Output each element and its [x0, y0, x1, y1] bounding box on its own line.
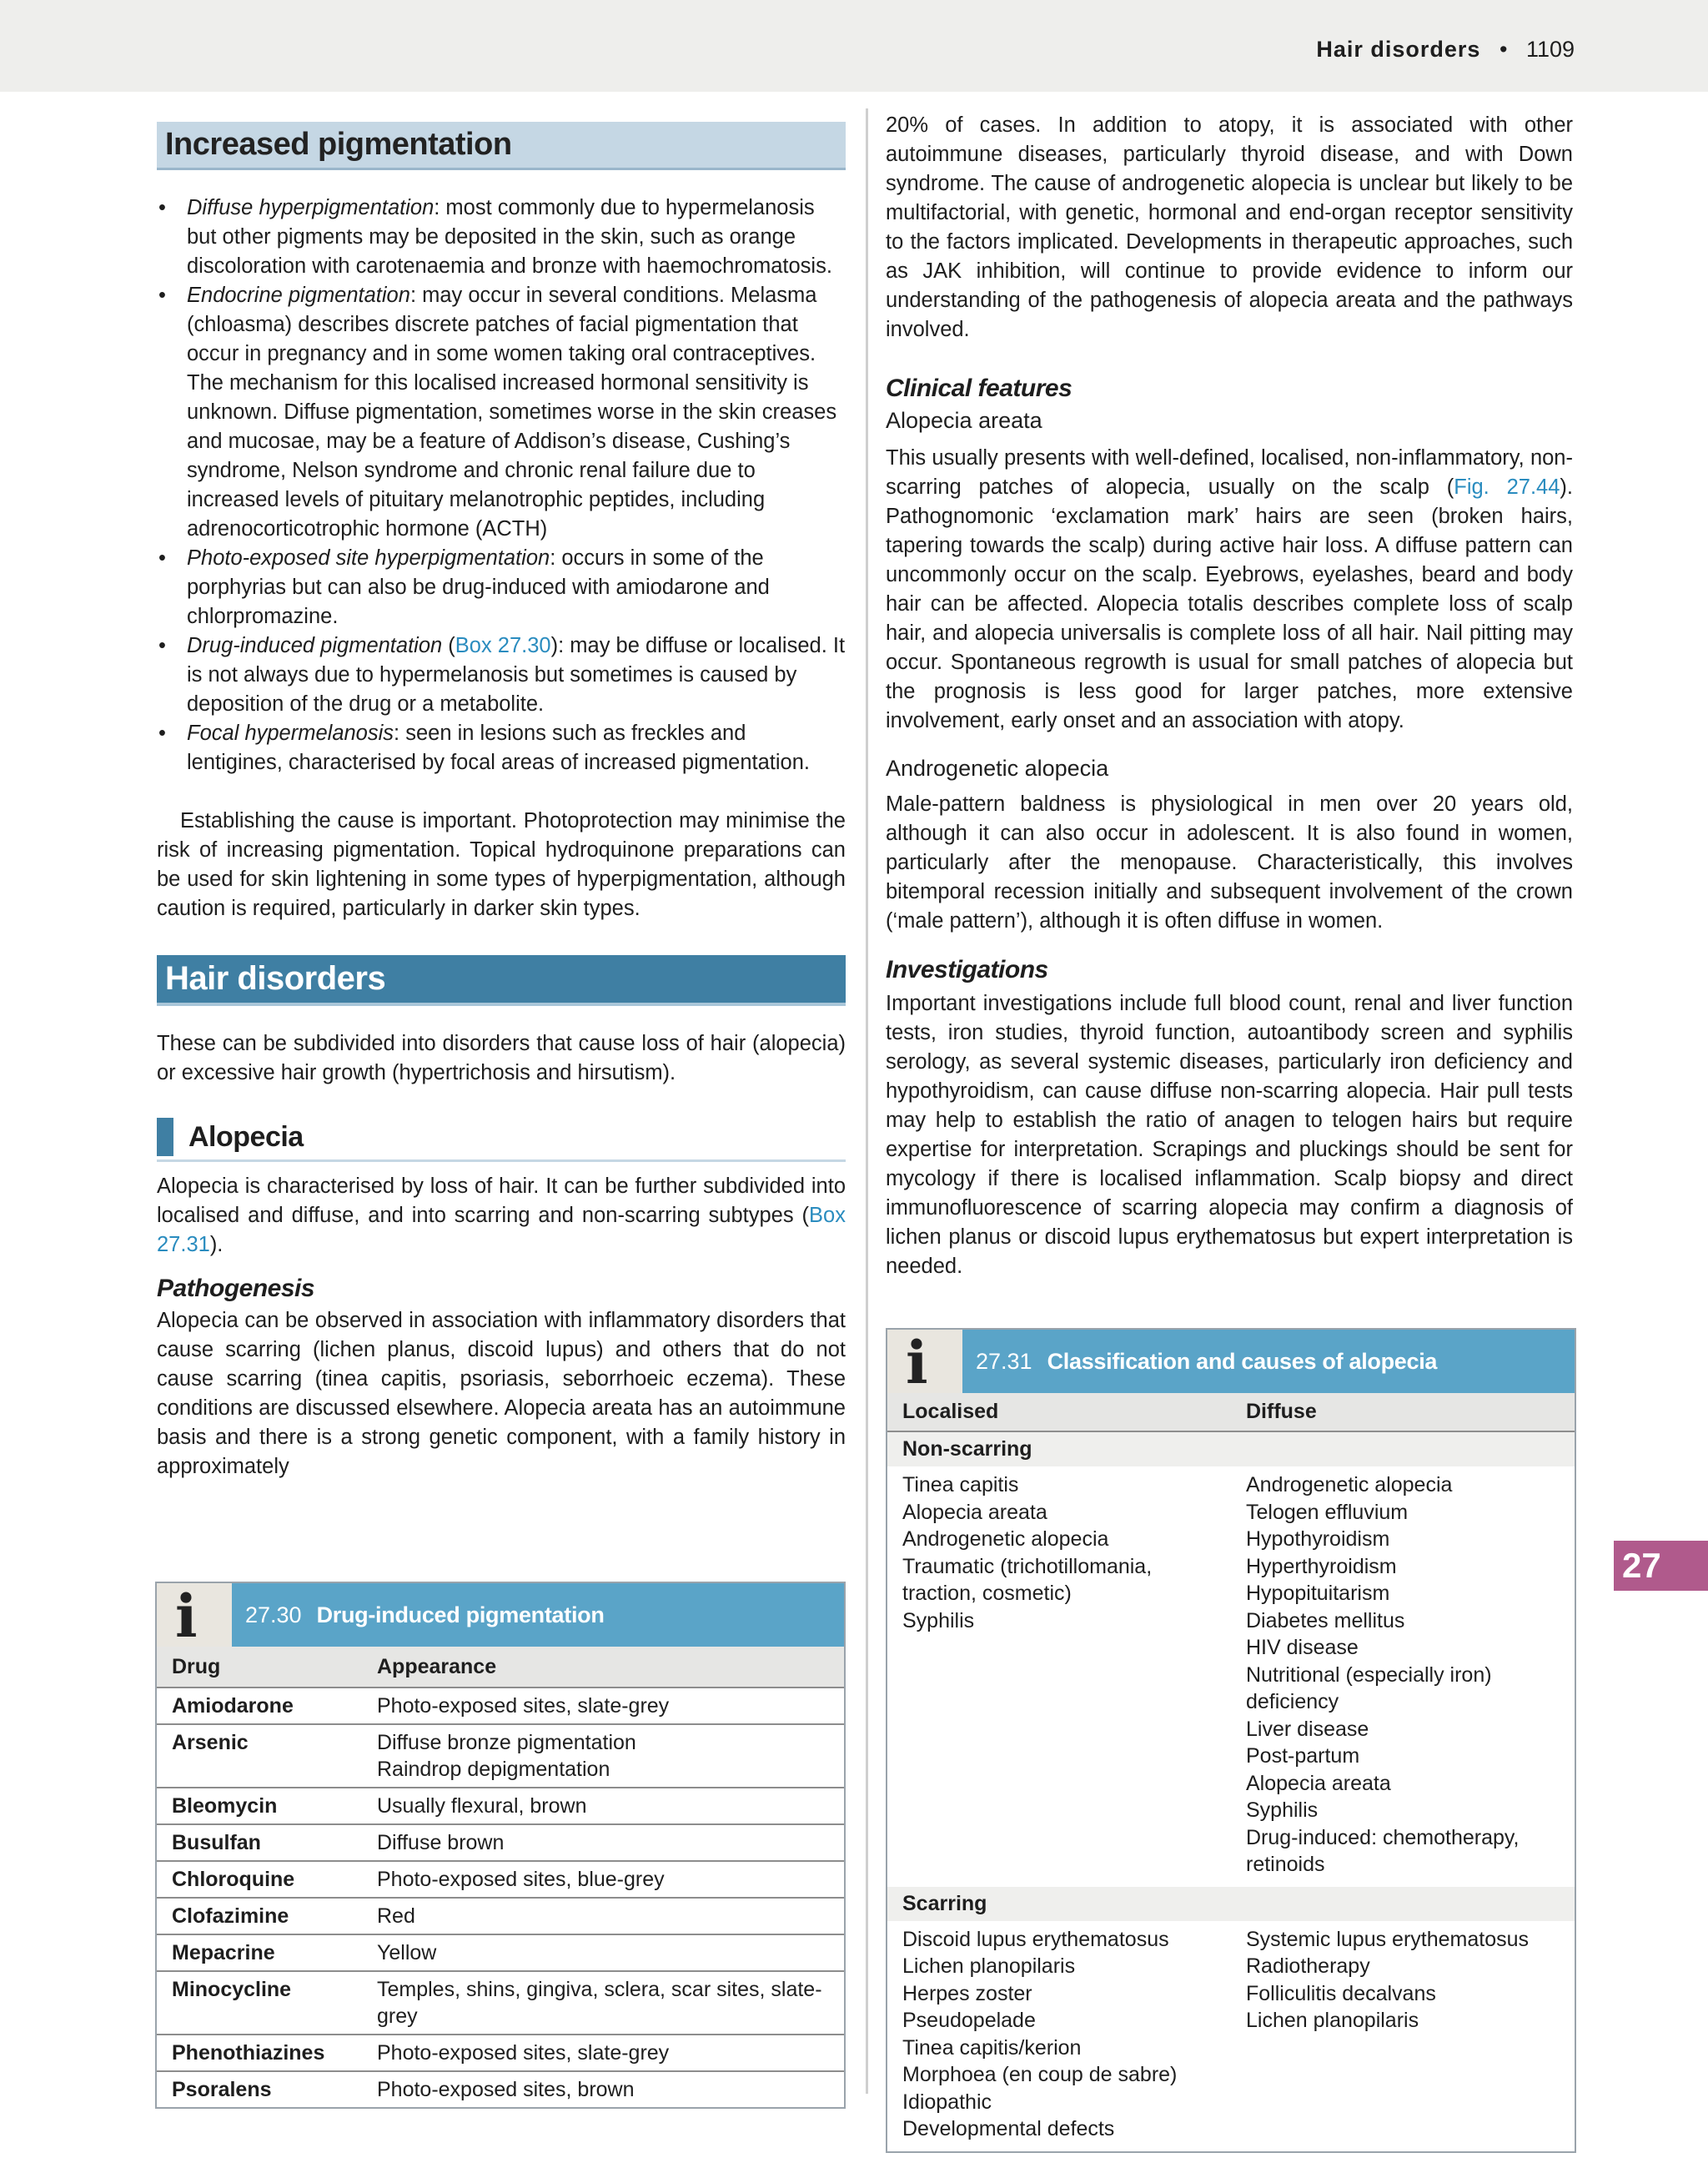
- bullet-paren: (: [442, 634, 455, 657]
- list-item: Alopecia areata: [902, 1500, 1047, 1524]
- drug-cell: Clofazimine: [157, 1898, 362, 1934]
- table-row: [157, 1934, 844, 1971]
- bullet-term: Diffuse hyperpigmentation: [187, 196, 435, 219]
- bullet-text: : seen in lesions such as freckles and lentigines, characterised by focal areas of increased pigmentation.: [187, 722, 811, 774]
- list-item: Folliculitis decalvans: [1246, 1981, 1436, 2005]
- table-row: [157, 1861, 844, 1898]
- alopecia-areata-paragraph: [886, 444, 1573, 736]
- drug-cell: Busulfan: [157, 1824, 362, 1861]
- alopecia-areata-heading: Alopecia areata: [886, 408, 1042, 433]
- bullet-text: : may occur in several conditions. Melasma (chloasma) describes discrete patches of facial pigmentation that occur in pregnancy and in some women taking oral contraceptives. The mechanism for this localised increased hormonal sensitivity is unknown. Diffuse pigmentation, sometimes worse in the skin creases and mucosae, may be a feature of Addison’s disease, Cushing’s syndrome, Nelson syndrome and chronic renal failure due to increased levels of pituitary melanotrophic peptides, including adrenocorticotrophic hormone (ACTH): [187, 284, 837, 541]
- pathogenesis-paragraph: Alopecia can be observed in association with inflammatory disorders that cause scarring (lichen planus, discoid lupus) and others that do not cause scarring (tinea capitis, psoriasis, seborrhoeic eczema). These conditions are discussed elsewhere. Alopecia areata has an autoimmune basis and there is a strong genetic component, with a family history in approximately: [157, 1309, 846, 1478]
- investigations-heading: Investigations: [886, 956, 1048, 983]
- table-header-row: [887, 1393, 1575, 1431]
- drug-cell: Bleomycin: [157, 1788, 362, 1824]
- scarring-localised-cell: [887, 1921, 1231, 2151]
- drug-cell: Arsenic: [157, 1724, 362, 1788]
- section-row: [887, 1431, 1575, 1466]
- list-item: traction, cosmetic): [902, 1582, 1072, 1605]
- appearance-cell: Diffuse brown: [362, 1824, 844, 1861]
- right-column: [886, 111, 1573, 1281]
- drug-pigmentation-table: [157, 1647, 844, 2107]
- chapter-tab: 27: [1614, 1541, 1708, 1591]
- hair-disorders-paragraph: These can be subdivided into disorders that cause loss of hair (alopecia) or excessive hair growth (hypertrichosis and hirsutism).: [157, 1032, 846, 1084]
- box-27-31: [886, 1328, 1576, 2153]
- table-row: [157, 2071, 844, 2107]
- clinical-features-heading: Clinical features: [886, 375, 1073, 402]
- list-item: Idiopathic: [902, 2090, 992, 2114]
- list-item: [157, 194, 846, 281]
- page-number: 1109: [1525, 37, 1575, 62]
- table-row: [157, 1724, 844, 1788]
- box-title: [232, 1583, 605, 1647]
- non-scarring-label: Non-scarring: [887, 1431, 1575, 1466]
- info-icon: [887, 1328, 962, 1397]
- bullet-term: Endocrine pigmentation: [187, 284, 410, 307]
- info-icon-glyph: i: [906, 1328, 928, 1397]
- alopecia-heading: [157, 1118, 846, 1162]
- list-item: Syphilis: [1246, 1798, 1319, 1822]
- non-scarring-diffuse-cell: [1231, 1466, 1575, 1887]
- list-item: Radiotherapy: [1246, 1954, 1370, 1978]
- appearance-cell: [362, 1724, 844, 1788]
- list-item: Diabetes mellitus: [1246, 1608, 1405, 1632]
- areata-text: This usually presents with well-defined, localised, non-inflammatory, non-scarring patches of alopecia, usually on the scalp (: [886, 446, 1573, 499]
- alopecia-paragraph: [157, 1172, 846, 1260]
- table-row: [157, 1688, 844, 1724]
- bullet-text: : occurs in some of the porphyrias but can also be drug-induced with amiodarone and chlorpromazine.: [187, 546, 770, 628]
- drug-cell: Phenothiazines: [157, 2035, 362, 2071]
- increased-pigmentation-heading: Increased pigmentation: [157, 122, 846, 170]
- list-item: Alopecia areata: [1246, 1771, 1391, 1795]
- hair-disorders-heading: Hair disorders: [157, 955, 846, 1006]
- list-item: HIV disease: [1246, 1636, 1359, 1659]
- appearance-cell: Usually flexural, brown: [362, 1788, 844, 1824]
- box-title-text: Drug-induced pigmentation: [316, 1602, 605, 1627]
- appearance-cell: Photo-exposed sites, blue-grey: [362, 1861, 844, 1898]
- androgenetic-alopecia-heading: Androgenetic alopecia: [886, 756, 1109, 781]
- appearance-cell: Temples, shins, gingiva, sclera, scar sites, slate-grey: [362, 1971, 844, 2035]
- column-header-appearance: Appearance: [362, 1647, 844, 1688]
- list-item: Post-partum: [1246, 1744, 1360, 1768]
- list-item: [157, 281, 846, 544]
- running-head-title: Hair disorders: [1316, 37, 1481, 62]
- list-item: Telogen effluvium: [1246, 1500, 1409, 1524]
- bullet-text: ): may be diffuse or localised. It is not always due to hypermelanosis but sometimes is caused by deposition of the drug or a metabolite.: [187, 634, 846, 716]
- table-row: [157, 2035, 844, 2071]
- drug-cell: Psoralens: [172, 2078, 272, 2101]
- pigmentation-paragraph: Establishing the cause is important. Photoprotection may minimise the risk of increasing pigmentation. Topical hydroquinone preparations can be used for skin lightening in some types of hyperpigmentation, although caution is required, particularly in darker skin types.: [157, 809, 846, 920]
- list-item: Systemic lupus erythematosus: [1246, 1927, 1530, 1951]
- list-item: Discoid lupus erythematosus: [902, 1927, 1169, 1951]
- appearance-cell: Photo-exposed sites, slate-grey: [362, 2035, 844, 2071]
- scarring-diffuse-cell: [1231, 1921, 1575, 2151]
- list-item: Hyperthyroidism: [1246, 1554, 1397, 1578]
- table-row: [157, 1971, 844, 2035]
- box-27-30-link[interactable]: Box 27.30: [455, 634, 551, 657]
- box-title: [962, 1330, 1437, 1393]
- drug-cell: Chloroquine: [157, 1861, 362, 1898]
- box-header: [157, 1582, 844, 1651]
- left-column: [157, 122, 846, 1481]
- appearance-cell: Red: [362, 1898, 844, 1934]
- info-icon-glyph: i: [175, 1582, 198, 1651]
- list-item: [157, 544, 846, 631]
- areata-text-cont: ). Pathognomonic ‘exclamation mark’ hairs are seen (broken hairs, tapering towards the scalp) during active hair loss. A diffuse pattern can uncommonly occur on the scalp. Eyebrows, eyelashes, beard and body hair can be affected. Alopecia totalis describes complete loss of scalp hair, and alopecia universalis is complete loss of all hair. Nail pitting may occur. Spontaneous regrowth is usual for small patches of alopecia but the prognosis is less good for larger patches, more extensive involvement, early onset and an association with atopy.: [886, 475, 1573, 732]
- list-item: Hypothyroidism: [1246, 1527, 1390, 1551]
- table-row: [157, 1898, 844, 1934]
- box-number: 27.31: [976, 1348, 1032, 1374]
- appearance-cell: Photo-exposed sites, slate-grey: [362, 1688, 844, 1724]
- bullet-term: Drug-induced pigmentation: [187, 634, 443, 657]
- appearance-cell: Photo-exposed sites, brown: [377, 2078, 635, 2101]
- scarring-label: Scarring: [887, 1887, 1575, 1921]
- alopecia-classification-table: [887, 1393, 1575, 2151]
- bullet-term: Photo-exposed site hyperpigmentation: [187, 546, 550, 570]
- list-item: Androgenetic alopecia: [1246, 1473, 1453, 1496]
- list-item: Herpes zoster: [902, 1981, 1032, 2005]
- running-head-separator: •: [1499, 37, 1508, 62]
- appearance-line: Diffuse bronze pigmentation: [377, 1731, 636, 1754]
- list-item: Hypopituitarism: [1246, 1582, 1390, 1605]
- info-icon: [157, 1582, 232, 1651]
- table-row: [157, 1824, 844, 1861]
- list-item: Drug-induced: chemotherapy, retinoids: [1246, 1825, 1520, 1876]
- pathogenesis-heading: Pathogenesis: [157, 1275, 315, 1302]
- table-row: [887, 1921, 1575, 2151]
- list-item: Traumatic (trichotillomania,: [902, 1554, 1153, 1578]
- pigmentation-list: [157, 194, 846, 777]
- table-row: [157, 1788, 844, 1824]
- alopecia-text-end: ).: [209, 1233, 224, 1256]
- section-row: [887, 1887, 1575, 1921]
- box-27-30: [155, 1582, 846, 2109]
- appearance-line: Raindrop depigmentation: [377, 1758, 610, 1781]
- list-item: Syphilis: [902, 1608, 975, 1632]
- list-item: Liver disease: [1246, 1717, 1369, 1741]
- running-head: [1316, 37, 1575, 63]
- list-item: Lichen planopilaris: [1246, 2009, 1419, 2032]
- box-title-text: Classification and causes of alopecia: [1047, 1348, 1438, 1374]
- investigations-paragraph: Important investigations include full blood count, renal and liver function tests, iron studies, thyroid function, autoantibody screen and syphilis serology, as several systemic diseases, particularly iron deficiency and hypothyroidism, can cause diffuse non-scarring alopecia. Hair pull tests may help to establish the ratio of anagen to telogen hairs but require expertise for interpretation. Scrapings and pluckings should be sent for mycology if there is localised inflammation. Scalp biopsy and direct immunofluorescence of scarring alopecia may confirm a diagnosis of lichen planus or discoid lupus erythematosus but expert interpretation is needed.: [886, 992, 1573, 1278]
- box-number: 27.30: [245, 1602, 302, 1627]
- column-header-drug: Drug: [157, 1647, 362, 1688]
- table-header-row: [157, 1647, 844, 1688]
- column-header-diffuse: Diffuse: [1231, 1393, 1575, 1431]
- non-scarring-localised-cell: [887, 1466, 1231, 1887]
- list-item: Morphoea (en coup de sabre): [902, 2063, 1178, 2086]
- list-item: Androgenetic alopecia: [902, 1527, 1109, 1551]
- list-item: Lichen planopilaris: [902, 1954, 1076, 1978]
- alopecia-text: Alopecia is characterised by loss of hair. It can be further subdivided into localised and diffuse, and into scarring and non-scarring subtypes (: [157, 1174, 846, 1227]
- box-27-31-link[interactable]: Box 27.31: [157, 1204, 846, 1256]
- appearance-cell: Yellow: [362, 1934, 844, 1971]
- column-divider: [866, 108, 868, 2094]
- bullet-text: : most commonly due to hypermelanosis but other pigments may be deposited in the skin, such as orange discoloration with carotenaemia and bronze with haemochromatosis.: [187, 196, 832, 278]
- continuation-paragraph: 20% of cases. In addition to atopy, it is associated with other autoimmune diseases, particularly thyroid disease, and with Down syndrome. The cause of androgenetic alopecia is unclear but likely to be multifactorial, with genetic, hormonal and end-organ receptor sensitivity to the factors implicated. Developments in therapeutic approaches, such as JAK inhibition, will continue to provide evidence to inform our understanding of the pathogenesis of alopecia areata and the pathways involved.: [886, 113, 1573, 341]
- drug-cell: Minocycline: [157, 1971, 362, 2035]
- list-item: [157, 631, 846, 719]
- heading-accent-bar: [157, 1118, 173, 1156]
- column-header-localised: Localised: [887, 1393, 1231, 1431]
- alopecia-heading-text: Alopecia: [188, 1120, 304, 1153]
- list-item: Pseudopelade: [902, 2009, 1036, 2032]
- list-item: Developmental defects: [902, 2117, 1115, 2140]
- androgenetic-paragraph: Male-pattern baldness is physiological in men over 20 years old, although it can also occur in adolescent. It is also found in women, particularly after the menopause. Characteristically, this involves bitemporal recession initially and subsequent involvement of the crown (‘male pattern’), although it is often diffuse in women.: [886, 792, 1573, 933]
- list-item: Tinea capitis: [902, 1473, 1019, 1496]
- drug-cell: Mepacrine: [157, 1934, 362, 1971]
- drug-cell: Amiodarone: [157, 1688, 362, 1724]
- box-header: [887, 1328, 1575, 1397]
- table-row: [887, 1466, 1575, 1887]
- bullet-term: Focal hypermelanosis: [187, 722, 394, 745]
- list-item: Nutritional (especially iron) deficiency: [1246, 1662, 1492, 1713]
- list-item: [157, 719, 846, 777]
- list-item: Tinea capitis/kerion: [902, 2035, 1082, 2060]
- figure-27-44-link[interactable]: Fig. 27.44: [1454, 475, 1560, 499]
